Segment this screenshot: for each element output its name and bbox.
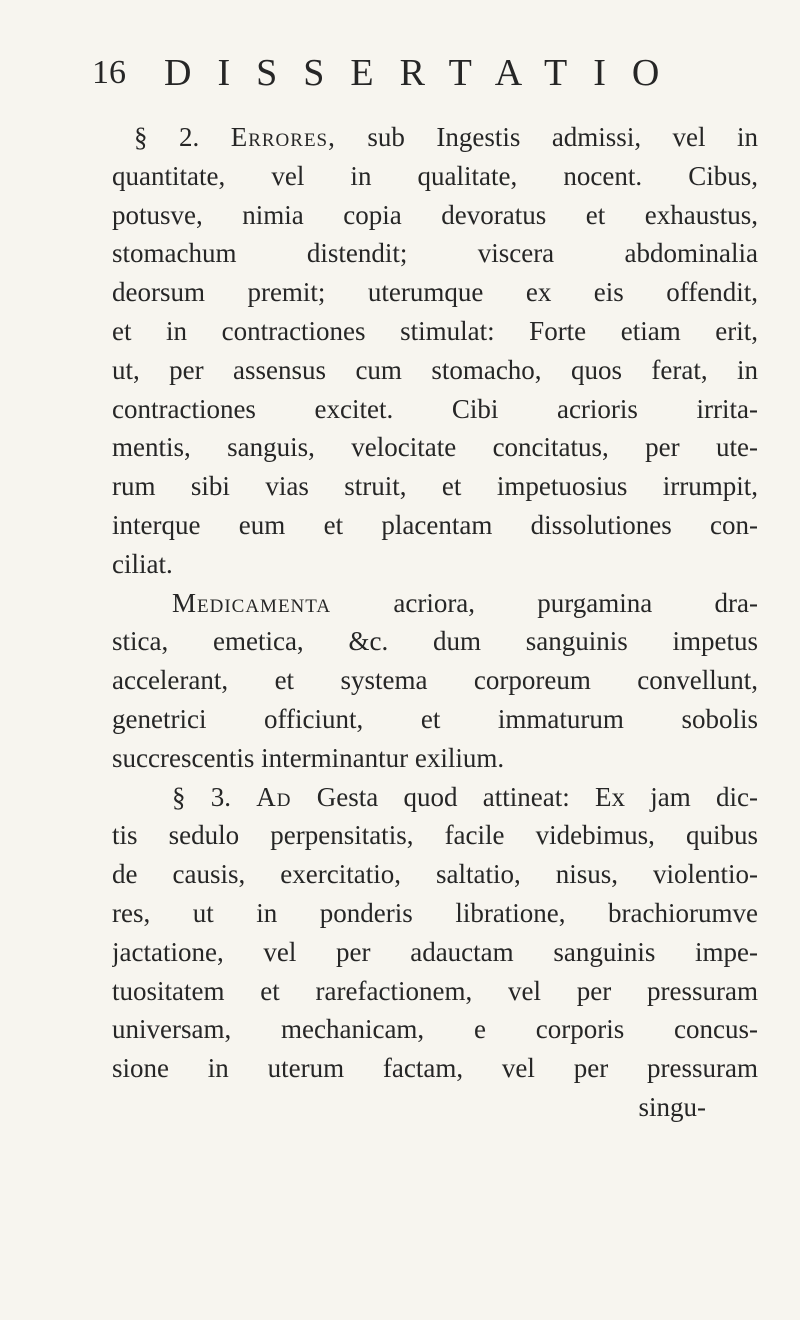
text-line: succrescentis interminantur exilium. [112, 742, 505, 773]
line-text: acriora, purgamina dra- [393, 587, 758, 618]
text-line: contractiones excitet. Cibi acrioris irrita- [112, 393, 758, 424]
lead-word: Errores, [230, 122, 336, 152]
text-line: ciliat. [112, 548, 173, 579]
text-line: sione in uterum factam, vel per pressuram [112, 1053, 758, 1084]
paragraph-medicamenta [112, 584, 758, 778]
section-mark: § 2. [134, 122, 200, 152]
text-line: universam, mechanicam, e corporis concus- [112, 1014, 758, 1045]
line-text: Gesta quod attineat: Ex jam dic- [316, 781, 758, 812]
text-line: genetrici officiunt, et immaturum sobolis [112, 703, 758, 734]
text-line: jactatione, vel per adauctam sanguinis impe- [112, 936, 758, 967]
text-line: et in contractiones stimulat: Forte etiam erit, [112, 315, 758, 346]
page-number: 16 [92, 54, 126, 91]
paragraph-ad-gesta [112, 778, 758, 1127]
text-line: mentis, sanguis, velocitate concitatus, per ute- [112, 432, 758, 463]
text-line: de causis, exercitatio, saltatio, nisus, violentio- [112, 859, 758, 890]
page-header [92, 48, 732, 108]
running-head: DISSERTATIO [164, 52, 686, 94]
text-line: quantitate, vel in qualitate, nocent. Cibus, [112, 160, 758, 191]
text-line: interque eum et placentam dissolutiones con- [112, 509, 758, 540]
text-line: stica, emetica, &c. dum sanguinis impetus [112, 626, 758, 657]
line-text: sub Ingestis admissi, vel in [367, 122, 758, 152]
text-line [112, 584, 758, 623]
body-text [112, 118, 758, 1127]
text-line: deorsum premit; uterumque ex eis offendit, [112, 277, 758, 308]
text-line [112, 118, 758, 157]
lead-word: Medicamenta [172, 587, 332, 618]
text-line: tuositatem et rarefactionem, vel per pressuram [112, 975, 758, 1006]
lead-word: Ad [256, 781, 292, 812]
text-line [112, 778, 758, 817]
text-line: accelerant, et systema corporeum convellunt, [112, 665, 758, 696]
paragraph-errores [112, 118, 758, 584]
text-line: res, ut in ponderis libratione, brachiorumve [112, 897, 758, 928]
text-line: stomachum distendit; viscera abdominalia [112, 238, 758, 269]
text-line: rum sibi vias struit, et impetuosius irrumpit, [112, 471, 758, 502]
catchword: singu- [638, 1091, 706, 1122]
text-line: tis sedulo perpensitatis, facile videbimus, quibus [112, 820, 758, 851]
text-line: potusve, nimia copia devoratus et exhaustus, [112, 199, 758, 230]
section-mark: § 3. [172, 781, 232, 812]
text-line: ut, per assensus cum stomacho, quos ferat, in [112, 354, 758, 385]
